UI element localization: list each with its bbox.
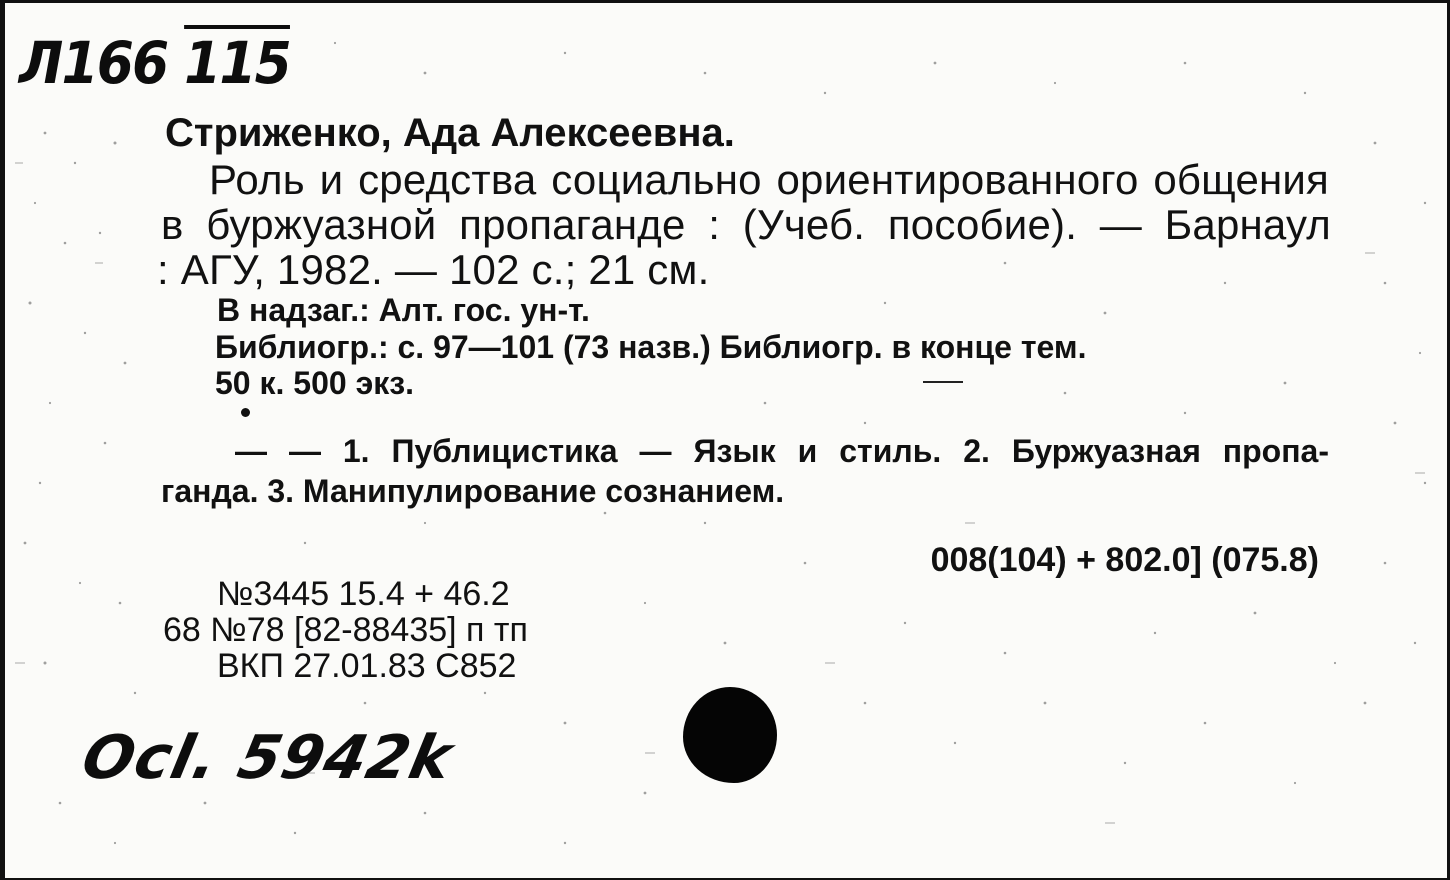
title-line-3: : АГУ, 1982. — 102 с.; 21 см. xyxy=(157,246,710,293)
subjects-line-1: — — 1. Публицистика — Язык и стиль. 2. Буржуазная пропа- xyxy=(235,433,1329,469)
shelf-mark xyxy=(19,29,290,97)
technical-line-2: 68 №78 [82-88435] п тп xyxy=(163,611,528,649)
title-line-2: в буржуазной пропаганде : (Учеб. пособие). — Барнаул xyxy=(161,201,1331,248)
shelf-mark-prefix: Л166 xyxy=(19,29,168,97)
pencil-tick-mark xyxy=(923,381,963,401)
subjects-line-2: ганда. 3. Манипулирование сознанием. xyxy=(161,473,785,509)
note-bibliography-line: Библиогр.: с. 97—101 (73 назв.) Библиогр. в конце тем. xyxy=(215,329,1087,365)
technical-line-3: ВКП 27.01.83 С852 xyxy=(217,647,517,685)
note-price-line: 50 к. 500 экз. xyxy=(215,365,415,401)
note-heading-line: В надзаг.: Алт. гос. ун-т. xyxy=(217,292,590,328)
shelf-mark-suffix: 115 xyxy=(184,29,290,97)
technical-line-1: №3445 15.4 + 46.2 xyxy=(217,575,510,613)
punch-hole xyxy=(683,687,777,783)
inventory-handwritten-mark: Ocl. 5942k xyxy=(76,723,459,793)
author-heading: Стриженко, Ада Алексеевна. xyxy=(165,111,735,155)
bullet-dot xyxy=(241,408,250,417)
title-line-1: Роль и средства социально ориентированного общения xyxy=(209,156,1329,203)
udc-classification: 008(104) + 802.0] (075.8) xyxy=(930,541,1319,579)
